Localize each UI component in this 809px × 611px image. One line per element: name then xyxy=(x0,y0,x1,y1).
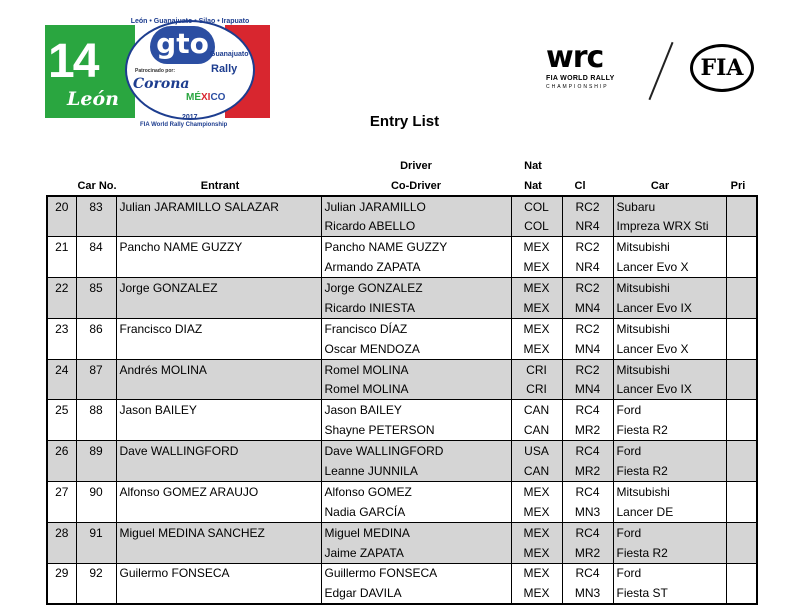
table-row xyxy=(47,318,757,338)
codriver-nat-cell: MEX xyxy=(511,583,562,603)
priority-cell xyxy=(726,318,757,338)
table-row xyxy=(47,563,757,583)
codriver-nat-cell: CAN xyxy=(511,420,562,440)
priority-cell xyxy=(726,583,757,603)
driver-class-cell: RC2 xyxy=(562,237,613,257)
driver-cell: Miguel MEDINA xyxy=(321,522,511,542)
table-row xyxy=(47,583,757,603)
car-number-cell xyxy=(76,543,116,563)
logo-subtitle: Guanajuato xyxy=(210,51,249,58)
table-row xyxy=(47,257,757,277)
driver-nat-cell: MEX xyxy=(511,522,562,542)
entrant-cell xyxy=(116,420,321,440)
car-number-cell: 84 xyxy=(76,237,116,257)
table-row xyxy=(47,216,757,236)
codriver-class-cell: NR4 xyxy=(562,216,613,236)
codriver-nat-cell: COL xyxy=(511,216,562,236)
table-row xyxy=(47,481,757,501)
driver-nat-cell: USA xyxy=(511,441,562,461)
priority-cell xyxy=(726,216,757,236)
entrant-cell xyxy=(116,461,321,481)
codriver-class-cell: MR2 xyxy=(562,543,613,563)
page-title: Entry List xyxy=(369,113,440,130)
driver-class-cell: RC4 xyxy=(562,481,613,501)
position-cell: 28 xyxy=(47,522,76,542)
driver-nat-cell: CAN xyxy=(511,400,562,420)
logo-mexico-part: XI xyxy=(201,92,211,103)
position-cell xyxy=(47,420,76,440)
driver-nat-cell: COL xyxy=(511,196,562,216)
driver-cell: Guillermo FONSECA xyxy=(321,563,511,583)
position-cell: 22 xyxy=(47,278,76,298)
codriver-nat-cell: MEX xyxy=(511,543,562,563)
priority-cell xyxy=(726,278,757,298)
car-number-cell: 88 xyxy=(76,400,116,420)
driver-nat-cell: CRI xyxy=(511,359,562,379)
car-number-cell xyxy=(76,583,116,603)
logo-city: León xyxy=(67,88,119,110)
header-pri: Pri xyxy=(730,180,746,192)
codriver-class-cell: NR4 xyxy=(562,257,613,277)
car-number-cell: 91 xyxy=(76,522,116,542)
codriver-nat-cell: CAN xyxy=(511,461,562,481)
table-row xyxy=(47,339,757,359)
driver-nat-cell: MEX xyxy=(511,563,562,583)
table-row xyxy=(47,522,757,542)
logo-mexico-part: CO xyxy=(210,92,226,103)
table-row xyxy=(47,380,757,400)
driver-cell: Alfonso GOMEZ xyxy=(321,481,511,501)
position-cell xyxy=(47,380,76,400)
priority-cell xyxy=(726,481,757,501)
wrc-logo xyxy=(546,40,656,95)
car-model-cell: Lancer Evo X xyxy=(613,339,726,359)
position-cell: 26 xyxy=(47,441,76,461)
priority-cell xyxy=(726,380,757,400)
table-row xyxy=(47,196,757,216)
position-cell xyxy=(47,216,76,236)
table-row xyxy=(47,359,757,379)
driver-class-cell: RC4 xyxy=(562,441,613,461)
codriver-class-cell: MN3 xyxy=(562,502,613,522)
entrant-cell: Pancho NAME GUZZY xyxy=(116,237,321,257)
driver-class-cell: RC4 xyxy=(562,522,613,542)
car-model-cell: Lancer Evo IX xyxy=(613,380,726,400)
priority-cell xyxy=(726,359,757,379)
position-cell: 23 xyxy=(47,318,76,338)
codriver-cell: Shayne PETERSON xyxy=(321,420,511,440)
table-row xyxy=(47,461,757,481)
codriver-class-cell: MN3 xyxy=(562,583,613,603)
codriver-class-cell: MN4 xyxy=(562,339,613,359)
codriver-class-cell: MR2 xyxy=(562,461,613,481)
table-row xyxy=(47,441,757,461)
entrant-cell: Francisco DIAZ xyxy=(116,318,321,338)
driver-nat-cell: MEX xyxy=(511,481,562,501)
logo-arc-cities: León • Guanajuato • Silao • Irapuato xyxy=(130,18,250,25)
position-cell xyxy=(47,583,76,603)
driver-nat-cell: MEX xyxy=(511,318,562,338)
car-model-cell: Lancer Evo X xyxy=(613,257,726,277)
position-cell: 29 xyxy=(47,563,76,583)
priority-cell xyxy=(726,563,757,583)
position-cell: 27 xyxy=(47,481,76,501)
header-cl: Cl xyxy=(574,180,586,192)
table-row xyxy=(47,502,757,522)
car-number-cell: 87 xyxy=(76,359,116,379)
car-make-cell: Mitsubishi xyxy=(613,278,726,298)
header-driver: Driver xyxy=(400,160,432,172)
position-cell: 21 xyxy=(47,237,76,257)
entrant-cell xyxy=(116,543,321,563)
car-number-cell xyxy=(76,216,116,236)
entrant-cell: Julian JARAMILLO SALAZAR xyxy=(116,196,321,216)
car-number-cell: 83 xyxy=(76,196,116,216)
car-model-cell: Fiesta R2 xyxy=(613,461,726,481)
priority-cell xyxy=(726,298,757,318)
car-model-cell: Impreza WRX Sti xyxy=(613,216,726,236)
header-entrant: Entrant xyxy=(200,180,240,192)
priority-cell xyxy=(726,502,757,522)
car-make-cell: Mitsubishi xyxy=(613,318,726,338)
car-model-cell: Fiesta ST xyxy=(613,583,726,603)
car-number-cell xyxy=(76,339,116,359)
codriver-nat-cell: MEX xyxy=(511,339,562,359)
position-cell: 20 xyxy=(47,196,76,216)
entrant-cell: Jason BAILEY xyxy=(116,400,321,420)
car-model-cell: Lancer Evo IX xyxy=(613,298,726,318)
codriver-cell: Ricardo INIESTA xyxy=(321,298,511,318)
car-make-cell: Ford xyxy=(613,563,726,583)
entrant-cell xyxy=(116,257,321,277)
car-make-cell: Mitsubishi xyxy=(613,237,726,257)
entry-list-table xyxy=(46,195,758,605)
wrc-line1: FIA WORLD RALLY xyxy=(546,75,615,82)
car-make-cell: Ford xyxy=(613,441,726,461)
header-car-no: Car No. xyxy=(77,180,117,192)
codriver-nat-cell: MEX xyxy=(511,298,562,318)
driver-class-cell: RC2 xyxy=(562,318,613,338)
position-cell xyxy=(47,257,76,277)
codriver-nat-cell: CRI xyxy=(511,380,562,400)
codriver-cell: Nadia GARCÍA xyxy=(321,502,511,522)
driver-class-cell: RC4 xyxy=(562,400,613,420)
codriver-nat-cell: MEX xyxy=(511,502,562,522)
logo-sponsor-label: Patrocinado por: xyxy=(135,68,176,74)
position-cell xyxy=(47,543,76,563)
driver-nat-cell: MEX xyxy=(511,278,562,298)
driver-cell: Pancho NAME GUZZY xyxy=(321,237,511,257)
driver-class-cell: RC2 xyxy=(562,196,613,216)
logo-mexico xyxy=(186,92,225,103)
entrant-cell xyxy=(116,583,321,603)
driver-class-cell: RC2 xyxy=(562,278,613,298)
priority-cell xyxy=(726,420,757,440)
entrant-cell: Guilermo FONSECA xyxy=(116,563,321,583)
position-cell: 24 xyxy=(47,359,76,379)
codriver-cell: Edgar DAVILA xyxy=(321,583,511,603)
entrant-cell: Andrés MOLINA xyxy=(116,359,321,379)
table-row xyxy=(47,400,757,420)
position-cell xyxy=(47,502,76,522)
driver-cell: Francisco DÍAZ xyxy=(321,318,511,338)
driver-cell: Julian JARAMILLO xyxy=(321,196,511,216)
table-row xyxy=(47,237,757,257)
position-cell xyxy=(47,461,76,481)
rally-logo xyxy=(45,18,270,128)
priority-cell xyxy=(726,522,757,542)
driver-cell: Jason BAILEY xyxy=(321,400,511,420)
wrc-line2: CHAMPIONSHIP xyxy=(546,84,609,90)
car-number-cell: 92 xyxy=(76,563,116,583)
car-model-cell: Lancer DE xyxy=(613,502,726,522)
priority-cell xyxy=(726,339,757,359)
entrant-cell xyxy=(116,216,321,236)
driver-cell: Jorge GONZALEZ xyxy=(321,278,511,298)
codriver-class-cell: MN4 xyxy=(562,380,613,400)
header-car: Car xyxy=(650,180,670,192)
entrant-cell: Alfonso GOMEZ ARAUJO xyxy=(116,481,321,501)
car-number-cell xyxy=(76,461,116,481)
position-cell xyxy=(47,298,76,318)
priority-cell xyxy=(726,196,757,216)
car-number-cell xyxy=(76,380,116,400)
codriver-class-cell: MN4 xyxy=(562,298,613,318)
car-number-cell: 85 xyxy=(76,278,116,298)
car-number-cell xyxy=(76,502,116,522)
table-row xyxy=(47,543,757,563)
logo-number: 14 xyxy=(48,35,98,88)
car-model-cell: Fiesta R2 xyxy=(613,543,726,563)
logo-brand: gto xyxy=(150,26,215,64)
priority-cell xyxy=(726,400,757,420)
codriver-cell: Leanne JUNNILA xyxy=(321,461,511,481)
logo-year: 2017 xyxy=(182,114,198,121)
codriver-cell: Romel MOLINA xyxy=(321,380,511,400)
car-number-cell xyxy=(76,298,116,318)
priority-cell xyxy=(726,441,757,461)
car-number-cell: 90 xyxy=(76,481,116,501)
position-cell xyxy=(47,339,76,359)
logo-championship: FIA World Rally Championship xyxy=(140,122,228,128)
entrant-cell xyxy=(116,502,321,522)
table-row xyxy=(47,420,757,440)
table-row xyxy=(47,278,757,298)
driver-cell: Dave WALLINGFORD xyxy=(321,441,511,461)
logo-sponsor: Corona xyxy=(133,76,190,92)
entrant-cell: Miguel MEDINA SANCHEZ xyxy=(116,522,321,542)
car-make-cell: Ford xyxy=(613,400,726,420)
fia-logo: FIA xyxy=(690,44,754,92)
entrant-cell: Dave WALLINGFORD xyxy=(116,441,321,461)
codriver-cell: Ricardo ABELLO xyxy=(321,216,511,236)
driver-class-cell: RC4 xyxy=(562,563,613,583)
entrant-cell xyxy=(116,380,321,400)
car-number-cell: 86 xyxy=(76,318,116,338)
car-number-cell: 89 xyxy=(76,441,116,461)
entrant-cell xyxy=(116,298,321,318)
priority-cell xyxy=(726,543,757,563)
codriver-class-cell: MR2 xyxy=(562,420,613,440)
logo-mexico-part: MÉ xyxy=(186,92,201,103)
entrant-cell xyxy=(116,339,321,359)
codriver-cell: Jaime ZAPATA xyxy=(321,543,511,563)
priority-cell xyxy=(726,461,757,481)
car-make-cell: Ford xyxy=(613,522,726,542)
codriver-cell: Oscar MENDOZA xyxy=(321,339,511,359)
codriver-nat-cell: MEX xyxy=(511,257,562,277)
header-codriver: Co-Driver xyxy=(390,180,442,192)
logo-rally: Rally xyxy=(211,63,238,75)
driver-class-cell: RC2 xyxy=(562,359,613,379)
entrant-cell: Jorge GONZALEZ xyxy=(116,278,321,298)
car-number-cell xyxy=(76,420,116,440)
driver-nat-cell: MEX xyxy=(511,237,562,257)
car-number-cell xyxy=(76,257,116,277)
car-model-cell: Fiesta R2 xyxy=(613,420,726,440)
driver-cell: Romel MOLINA xyxy=(321,359,511,379)
header-nat: Nat xyxy=(524,180,542,192)
table-row xyxy=(47,298,757,318)
car-make-cell: Mitsubishi xyxy=(613,359,726,379)
priority-cell xyxy=(726,237,757,257)
position-cell: 25 xyxy=(47,400,76,420)
codriver-cell: Armando ZAPATA xyxy=(321,257,511,277)
header-nat-top: Nat xyxy=(524,160,542,172)
wrc-wordmark: wrc xyxy=(546,40,604,75)
priority-cell xyxy=(726,257,757,277)
car-make-cell: Mitsubishi xyxy=(613,481,726,501)
car-make-cell: Subaru xyxy=(613,196,726,216)
